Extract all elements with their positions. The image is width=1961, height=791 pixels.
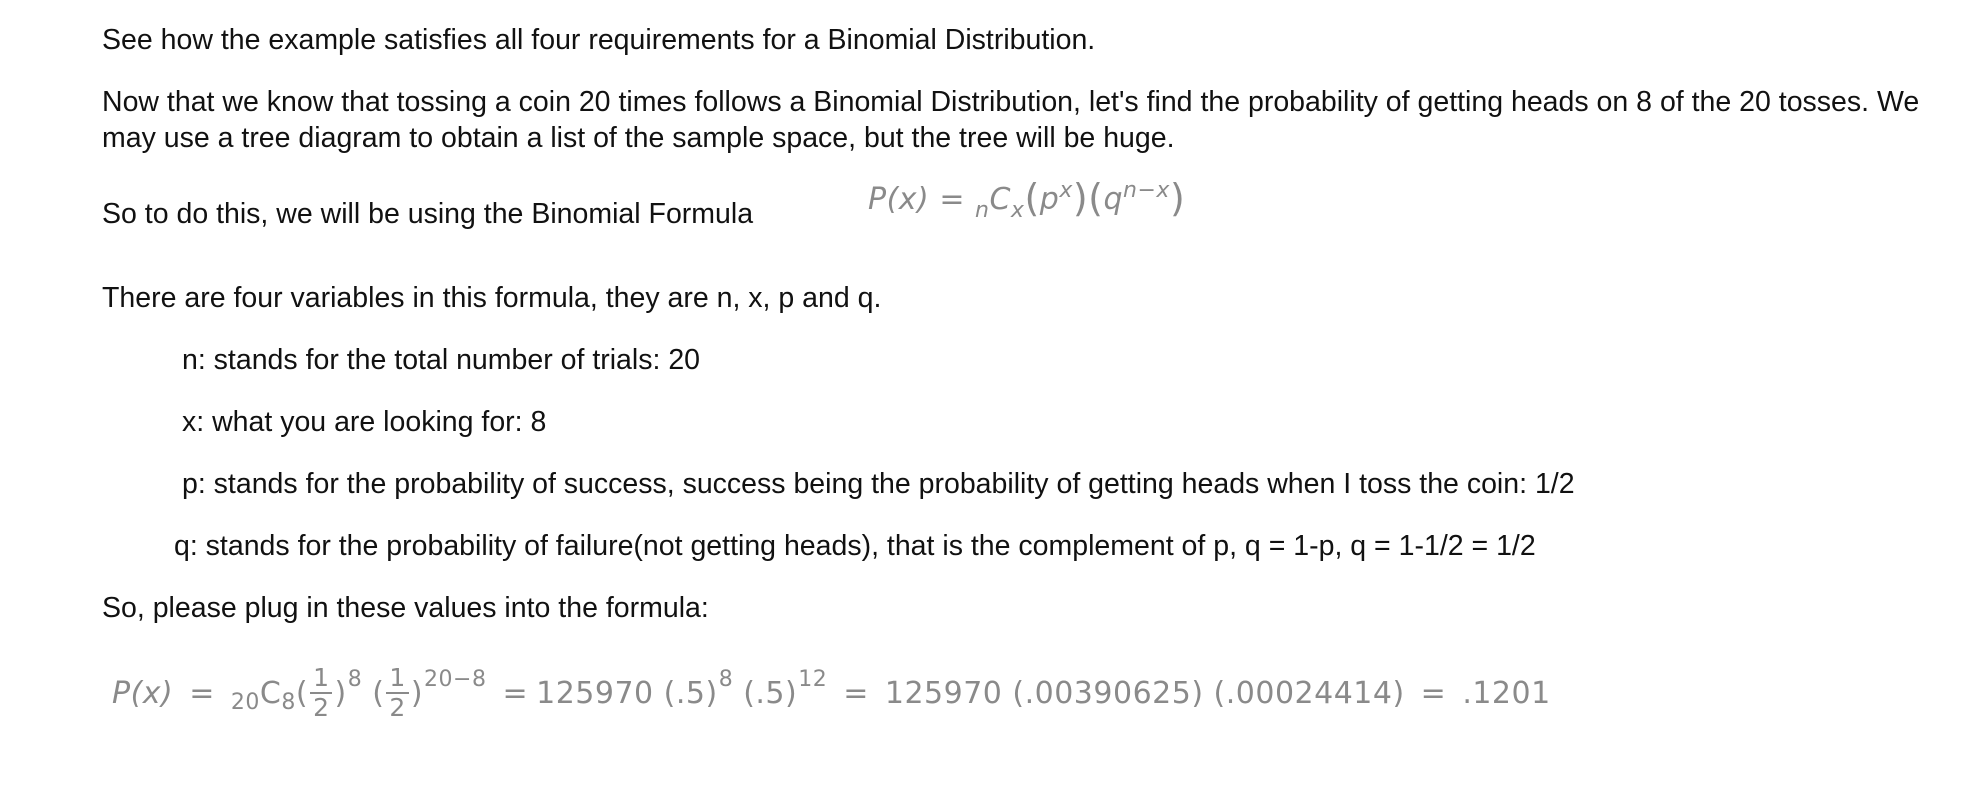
calc-equals-1: = (189, 675, 215, 711)
calc-step2-exponent-2: 12 (798, 666, 828, 692)
calc-exponent-1: 8 (347, 666, 363, 692)
formula-paren-open-2: ( (1088, 176, 1104, 220)
calc-equals-3: = (843, 675, 869, 711)
formula-paren-close-2: ) (1169, 176, 1186, 220)
calc-lhs: P(x) (112, 675, 174, 711)
variable-p: p: stands for the probability of success, success being the probability of getting heads when I toss the coin: 1/2 (182, 468, 1575, 500)
binomial-formula (868, 176, 1186, 223)
calc-fraction-2-numerator: 1 (386, 664, 408, 694)
formula-n: n (975, 198, 990, 223)
formula-q-exponent: n−x (1123, 178, 1170, 203)
formula-C: C (989, 182, 1011, 217)
formula-paren-close-1: ) (1072, 176, 1089, 220)
calc-fraction-1-denominator: 2 (313, 693, 330, 722)
intro-text: See how the example satisfies all four requirements for a Binomial Distribution. (102, 24, 1096, 56)
calc-step2-coefficient: 125970 (536, 675, 654, 711)
variable-q: q: stands for the probability of failure(not getting heads), that is the complement of p, q = 1-p, q = 1-1/2 = 1/2 (174, 530, 1536, 562)
calc-step2-exponent-1: 8 (718, 666, 734, 692)
calc-fraction-2-denominator: 2 (389, 693, 406, 722)
calc-paren-close-1: ) (334, 675, 347, 711)
formula-p: p (1039, 182, 1060, 217)
plug-in-text: So, please plug in these values into the formula: (102, 592, 709, 624)
variable-n: n: stands for the total number of trials: 20 (182, 344, 701, 376)
calc-fraction-1 (310, 664, 332, 722)
calc-fraction-1-numerator: 1 (310, 664, 332, 694)
problem-paragraph: Now that we know that tossing a coin 20 times follows a Binomial Distribution, let's find the probability of getting heads on 8 of the 20 tosses. We may use a tree diagram to obtain a list of the sample space, but the tree will be huge. (102, 86, 1920, 154)
calc-step3-value-2: (.00024414) (1213, 675, 1405, 711)
calc-paren-open-2: ( (372, 675, 385, 711)
calc-result: .1201 (1462, 675, 1551, 711)
formula-q: q (1103, 182, 1124, 217)
calc-equals-4: = (1420, 675, 1447, 711)
calc-step2-base-1: (.5) (663, 675, 718, 711)
calc-paren-open-1: ( (295, 675, 309, 711)
binomial-calculation (112, 658, 1551, 728)
formula-x: x (1010, 198, 1025, 223)
calc-fraction-2 (386, 664, 408, 722)
calc-k: 8 (281, 689, 296, 715)
calc-equals-2: = (502, 675, 529, 711)
formula-intro-text: So to do this, we will be using the Binomial Formula (102, 198, 754, 230)
formula-lhs: P(x) (868, 182, 930, 217)
formula-p-exponent: x (1059, 178, 1073, 203)
calc-step3-coefficient: 125970 (884, 675, 1003, 711)
calc-paren-close-2: ) (410, 675, 424, 711)
calc-exponent-2: 20−8 (424, 666, 487, 692)
calc-step2-base-2: (.5) (743, 675, 798, 711)
formula-equals: = (939, 182, 965, 217)
calc-n: 20 (230, 689, 260, 715)
variable-x: x: what you are looking for: 8 (182, 406, 547, 438)
calc-C: C (259, 675, 282, 711)
variables-intro-text: There are four variables in this formula, they are n, x, p and q. (102, 282, 882, 314)
calc-step3-value-1: (.00390625) (1012, 675, 1204, 711)
formula-paren-open-1: ( (1024, 176, 1040, 220)
